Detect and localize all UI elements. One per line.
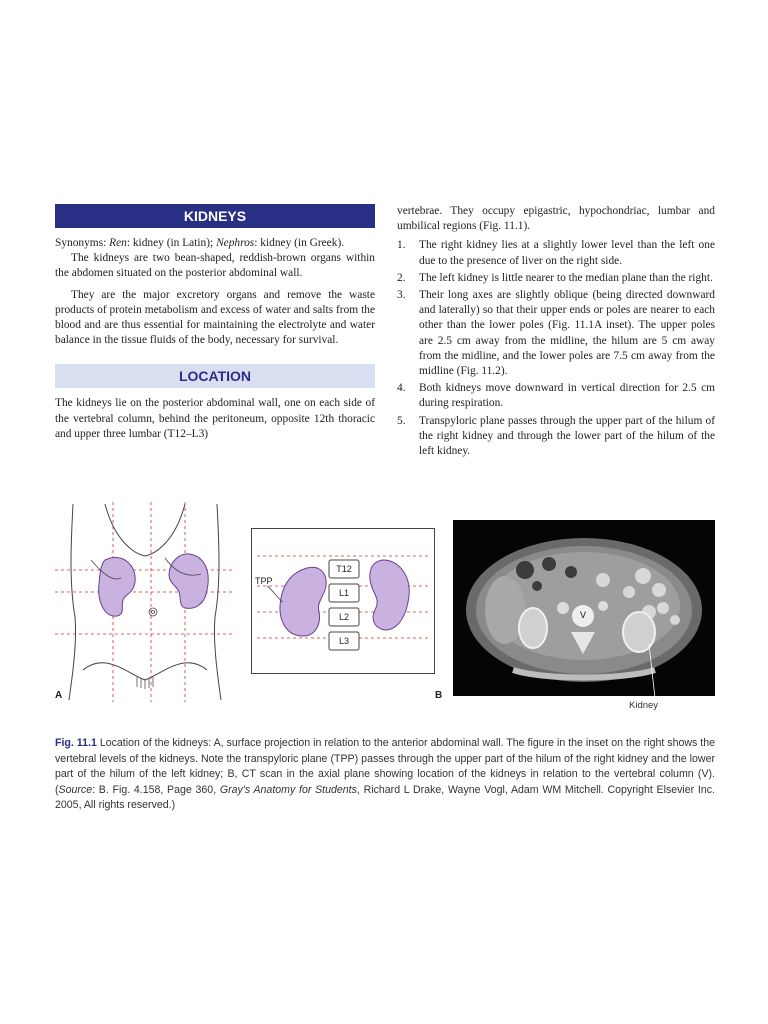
kidney-label: Kidney (629, 700, 659, 711)
location-list (397, 238, 715, 459)
list-item: 5. Transpyloric plane passes through the upper part of the hilum of the right kidney and through the lower part of the hilum of the left kidney. (397, 414, 715, 458)
figure-caption: Fig. 11.1 Location of the kidneys: A, surface projection in relation to the anterior abdominal wall. The figure in the inset on the right shows the vertebral levels of the kidneys. Note the transpyloric plane (TPP) passes through the upper part of the hilum of the right kidney and the lower part of the hilum of the left kidney; B, CT scan in the axial plane showing location of the kidneys in relation to the vertebral column (V). (Source: B. Fig. 4.158, Page 360, Gray's Anatomy for Students, Richard L Drake, Wayne Vogl, Adam WM Mitchell. Copyright Elsevier Inc. 2005, All rights reserved.) (55, 737, 716, 811)
panel-a-label: A (55, 690, 63, 701)
vertebra-label: L3 (338, 636, 350, 646)
torso-illustration (55, 502, 235, 702)
vertebra-label: L1 (338, 588, 350, 598)
ct-scan-image (453, 520, 715, 696)
intro-paragraph: The kidneys are two bean-shaped, reddish-brown organs within the abdomen situated on the posterior abdominal wall. (55, 252, 375, 280)
panel-b-label: B (435, 690, 443, 701)
vertebra-v-label: V (579, 610, 587, 620)
vertebral-levels-inset (251, 528, 435, 674)
left-column (55, 204, 375, 442)
location-paragraph: The kidneys lie on the posterior abdominal wall, one on each side of the vertebral column, behind the peritoneum, opposite 12th thoracic and upper three lumbar (T12–L3) (55, 397, 375, 440)
synonyms-line: Synonyms: Ren: kidney (in Latin); Nephros: kidney (in Greek). (55, 237, 345, 249)
location-continued: vertebrae. They occupy epigastric, hypochondriac, lumbar and umbilical regions (Fig. 11.1). (397, 205, 715, 233)
figure-number: Fig. 11.1 (55, 737, 97, 749)
location-heading: LOCATION (55, 364, 375, 388)
list-item: 3. Their long axes are slightly oblique (being directed downward and laterally) so that their upper ends or poles are nearer to each other than the lower poles (Fig. 11.1A inset). The upper poles are 2.5 cm away from the midline, the hilum are 5 cm away from the midline, and the lower poles are 7.5 cm away from the midline (Fig. 11.2). (397, 289, 715, 378)
list-item: 2. The left kidney is little nearer to the median plane than the right. (397, 271, 713, 284)
vertebra-label: L2 (338, 612, 350, 622)
right-column (397, 204, 715, 461)
list-item: 1. The right kidney lies at a slightly lower level than the left one due to the presence of liver on the right side. (397, 239, 715, 267)
function-paragraph: They are the major excretory organs and remove the waste products of protein metabolism and excess of water and salts from the blood and are thus essential for maintaining the electrolyte and water balance in the tissue fluids of the body, necessary for survival. (55, 288, 375, 347)
kidneys-heading: KIDNEYS (55, 204, 375, 228)
vertebra-label: T12 (336, 564, 352, 574)
list-item: 4. Both kidneys move downward in vertical direction for 2.5 cm during respiration. (397, 382, 715, 410)
tpp-label: TPP (255, 576, 273, 586)
figure-11-1 (55, 502, 715, 712)
